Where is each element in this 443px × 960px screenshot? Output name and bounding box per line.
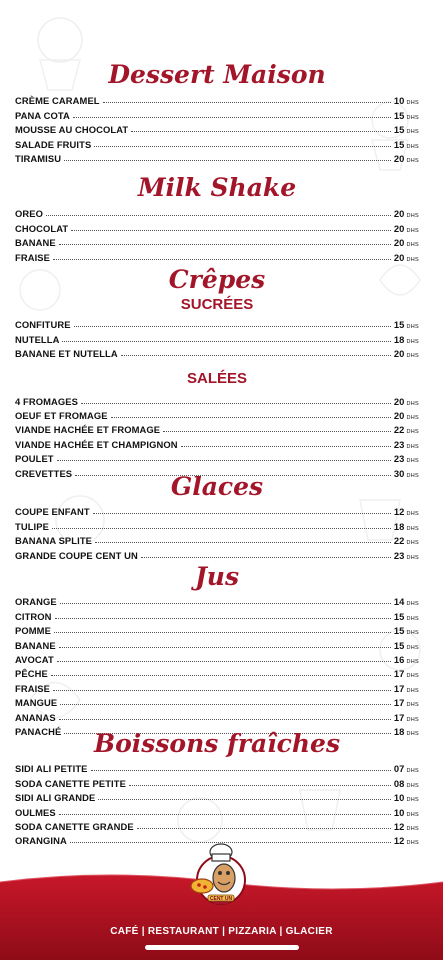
leader-dots (60, 603, 391, 604)
item-name: OULMES (15, 806, 56, 818)
item-name: FRAISE (15, 251, 50, 263)
leader-dots (59, 719, 391, 720)
currency: DHS (406, 687, 419, 694)
menu-item (15, 392, 419, 406)
currency: DHS (406, 797, 419, 804)
item-name: VIANDE HACHÉE ET CHAMPIGNON (15, 438, 178, 450)
currency: DHS (406, 554, 419, 561)
item-price: 23 (393, 438, 405, 450)
chef-logo-icon (176, 840, 266, 910)
currency: DHS (406, 353, 419, 360)
item-price: 15 (393, 625, 405, 637)
item-price: 17 (393, 711, 405, 723)
menu-item (15, 665, 419, 679)
item-name: CRÈME CARAMEL (15, 95, 100, 107)
currency: DHS (406, 601, 419, 608)
item-price: 20 (393, 222, 405, 234)
menu-item (15, 607, 419, 621)
item-price: 18 (393, 333, 405, 345)
currency: DHS (406, 429, 419, 436)
menu-item (15, 774, 419, 788)
leader-dots (91, 770, 391, 771)
item-price: 15 (393, 109, 405, 121)
menu-item (15, 679, 419, 693)
section-boissons-fraiches (15, 729, 419, 846)
menu-item (15, 694, 419, 708)
currency: DHS (406, 782, 419, 789)
item-price: 15 (393, 124, 405, 136)
item-name: VIANDE HACHÉE ET FROMAGE (15, 424, 161, 436)
leader-dots (51, 675, 391, 676)
menu-item (15, 421, 419, 435)
menu-list (15, 392, 419, 478)
menu-item (15, 818, 419, 832)
currency: DHS (406, 811, 419, 818)
item-price: 23 (393, 453, 405, 465)
item-price: 17 (393, 682, 405, 694)
item-name: CONFITURE (15, 319, 71, 331)
item-price: 15 (393, 639, 405, 651)
currency: DHS (406, 511, 419, 518)
currency: DHS (406, 458, 419, 465)
currency: DHS (406, 324, 419, 331)
currency: DHS (406, 213, 419, 220)
currency: DHS (406, 525, 419, 532)
item-name: PANACHÉ (15, 725, 62, 737)
section-jus (15, 562, 419, 737)
section-title: Milk Shake (137, 173, 297, 202)
menu-item (15, 150, 419, 164)
item-name: ANANAS (15, 711, 56, 723)
item-price: 12 (393, 820, 405, 832)
leader-dots (53, 690, 391, 691)
item-price: 10 (393, 806, 405, 818)
menu-item (15, 205, 419, 219)
item-name: PÊCHE (15, 668, 48, 680)
item-price: 20 (393, 152, 405, 164)
item-name: POMME (15, 625, 51, 637)
item-name: OREO (15, 208, 44, 220)
item-name: CHOCOLAT (15, 222, 69, 234)
item-price: 23 (393, 549, 405, 561)
logo-text: CENT UN (209, 896, 233, 902)
menu-item (15, 760, 419, 774)
leader-dots (71, 230, 391, 231)
item-name: SIDI ALI GRANDE (15, 792, 96, 804)
item-price: 20 (393, 395, 405, 407)
item-name: MANGUE (15, 697, 58, 709)
section-title: Jus (194, 562, 240, 591)
leader-dots (94, 146, 391, 147)
menu-list (15, 92, 419, 164)
item-price: 22 (393, 535, 405, 547)
item-name: 4 FROMAGES (15, 395, 78, 407)
leader-dots (64, 160, 391, 161)
item-price: 17 (393, 697, 405, 709)
currency: DHS (406, 100, 419, 107)
menu-item (15, 789, 419, 803)
menu-list (15, 503, 419, 561)
item-name: TIRAMISU (15, 152, 62, 164)
menu-item (15, 636, 419, 650)
item-price: 15 (393, 610, 405, 622)
leader-dots (54, 632, 391, 633)
currency: DHS (406, 129, 419, 136)
leader-dots (59, 814, 391, 815)
currency: DHS (406, 630, 419, 637)
currency: DHS (406, 157, 419, 164)
currency: DHS (406, 143, 419, 150)
currency: DHS (406, 414, 419, 421)
leader-dots (59, 244, 391, 245)
item-price: 20 (393, 237, 405, 249)
item-name: SIDI ALI PETITE (15, 763, 88, 775)
item-name: SALADE FRUITS (15, 138, 92, 150)
menu-item (15, 593, 419, 607)
currency: DHS (406, 644, 419, 651)
currency: DHS (406, 702, 419, 709)
leader-dots (52, 528, 391, 529)
item-name: ORANGINA (15, 835, 67, 847)
item-name: BANANE (15, 639, 56, 651)
leader-dots (181, 446, 391, 447)
leader-dots (137, 828, 391, 829)
leader-dots (129, 785, 391, 786)
section-crepes (15, 265, 419, 479)
menu-list (15, 316, 419, 359)
currency: DHS (406, 227, 419, 234)
item-price: 20 (393, 208, 405, 220)
item-name: POULET (15, 453, 54, 465)
menu-item (15, 219, 419, 233)
item-price: 18 (393, 520, 405, 532)
section-title: Dessert Maison (108, 60, 326, 89)
item-name: SODA CANETTE GRANDE (15, 820, 134, 832)
item-name: OEUF ET FROMAGE (15, 409, 108, 421)
menu-item (15, 106, 419, 120)
leader-dots (60, 704, 391, 705)
item-price: 16 (393, 653, 405, 665)
menu-item (15, 517, 419, 531)
currency: DHS (406, 825, 419, 832)
item-name: ORANGE (15, 596, 57, 608)
menu-list (15, 760, 419, 846)
leader-dots (141, 557, 391, 558)
menu-item (15, 234, 419, 248)
menu-list (15, 593, 419, 737)
item-price: 07 (393, 763, 405, 775)
currency: DHS (406, 768, 419, 775)
menu-item (15, 651, 419, 665)
menu-item (15, 248, 419, 262)
section-dessert-maison (15, 60, 419, 164)
currency: DHS (406, 443, 419, 450)
item-name: TULIPE (15, 520, 49, 532)
currency: DHS (406, 256, 419, 263)
footer-tagline: CAFÉ | RESTAURANT | PIZZARIA | GLACIER (110, 926, 333, 937)
currency: DHS (406, 540, 419, 547)
leader-dots (103, 102, 391, 103)
currency: DHS (406, 615, 419, 622)
item-price: 20 (393, 348, 405, 360)
leader-dots (53, 259, 391, 260)
menu-item (15, 546, 419, 560)
leader-dots (57, 460, 391, 461)
menu-item (15, 803, 419, 817)
item-name: FRAISE (15, 682, 50, 694)
menu-item (15, 135, 419, 149)
currency: DHS (406, 658, 419, 665)
item-price: 17 (393, 668, 405, 680)
item-price: 20 (393, 251, 405, 263)
menu-item (15, 121, 419, 135)
menu-item (15, 407, 419, 421)
menu-item (15, 532, 419, 546)
item-name: CITRON (15, 610, 52, 622)
currency: DHS (406, 840, 419, 847)
leader-dots (55, 618, 391, 619)
menu-item (15, 92, 419, 106)
item-price: 10 (393, 95, 405, 107)
leader-dots (62, 341, 390, 342)
menu-item (15, 622, 419, 636)
menu-item (15, 708, 419, 722)
currency: DHS (406, 716, 419, 723)
item-price: 12 (393, 835, 405, 847)
section-title: Glaces (170, 472, 264, 501)
item-name: BANANE ET NUTELLA (15, 348, 118, 360)
item-price: 10 (393, 792, 405, 804)
leader-dots (131, 131, 391, 132)
item-price: 15 (393, 319, 405, 331)
menu-item (15, 503, 419, 517)
currency: DHS (406, 400, 419, 407)
home-indicator[interactable] (145, 945, 299, 950)
leader-dots (81, 403, 391, 404)
footer (0, 860, 443, 960)
menu-item (15, 435, 419, 449)
subsection-title-sucrees: SUCRÉES (180, 296, 254, 313)
item-name: CREVETTES (15, 467, 73, 479)
item-price: 14 (393, 596, 405, 608)
menu-item (15, 345, 419, 359)
item-name: NUTELLA (15, 333, 60, 345)
item-price: 18 (393, 725, 405, 737)
menu-list (15, 205, 419, 263)
item-price: 12 (393, 506, 405, 518)
item-price: 22 (393, 424, 405, 436)
leader-dots (73, 117, 391, 118)
leader-dots (95, 542, 391, 543)
section-title: Crêpes (168, 265, 266, 294)
leader-dots (57, 661, 391, 662)
currency: DHS (406, 673, 419, 680)
item-name: COUPE ENFANT (15, 506, 90, 518)
section-glaces (15, 472, 419, 561)
leader-dots (93, 513, 391, 514)
menu-item (15, 450, 419, 464)
subsection-title-salees: SALÉES (186, 370, 247, 388)
item-price: 08 (393, 777, 405, 789)
item-name: SODA CANETTE PETITE (15, 777, 126, 789)
item-name: MOUSSE AU CHOCOLAT (15, 124, 129, 136)
leader-dots (121, 355, 391, 356)
currency: DHS (406, 730, 419, 737)
leader-dots (98, 799, 391, 800)
item-name: PANA COTA (15, 109, 70, 121)
leader-dots (74, 326, 391, 327)
menu-item (15, 330, 419, 344)
leader-dots (59, 647, 391, 648)
item-name: AVOCAT (15, 653, 54, 665)
item-price: 20 (393, 409, 405, 421)
currency: DHS (406, 114, 419, 121)
leader-dots (46, 215, 391, 216)
section-milk-shake (15, 173, 419, 263)
currency: DHS (406, 242, 419, 249)
item-name: BANANA SPLITE (15, 535, 92, 547)
item-name: GRANDE COUPE CENT UN (15, 549, 138, 561)
currency: DHS (406, 472, 419, 479)
leader-dots (111, 417, 391, 418)
item-price: 30 (393, 467, 405, 479)
item-price: 15 (393, 138, 405, 150)
item-name: BANANE (15, 237, 56, 249)
leader-dots (163, 431, 391, 432)
currency: DHS (406, 338, 419, 345)
section-title: Boissons fraîches (93, 729, 341, 758)
menu-item (15, 316, 419, 330)
